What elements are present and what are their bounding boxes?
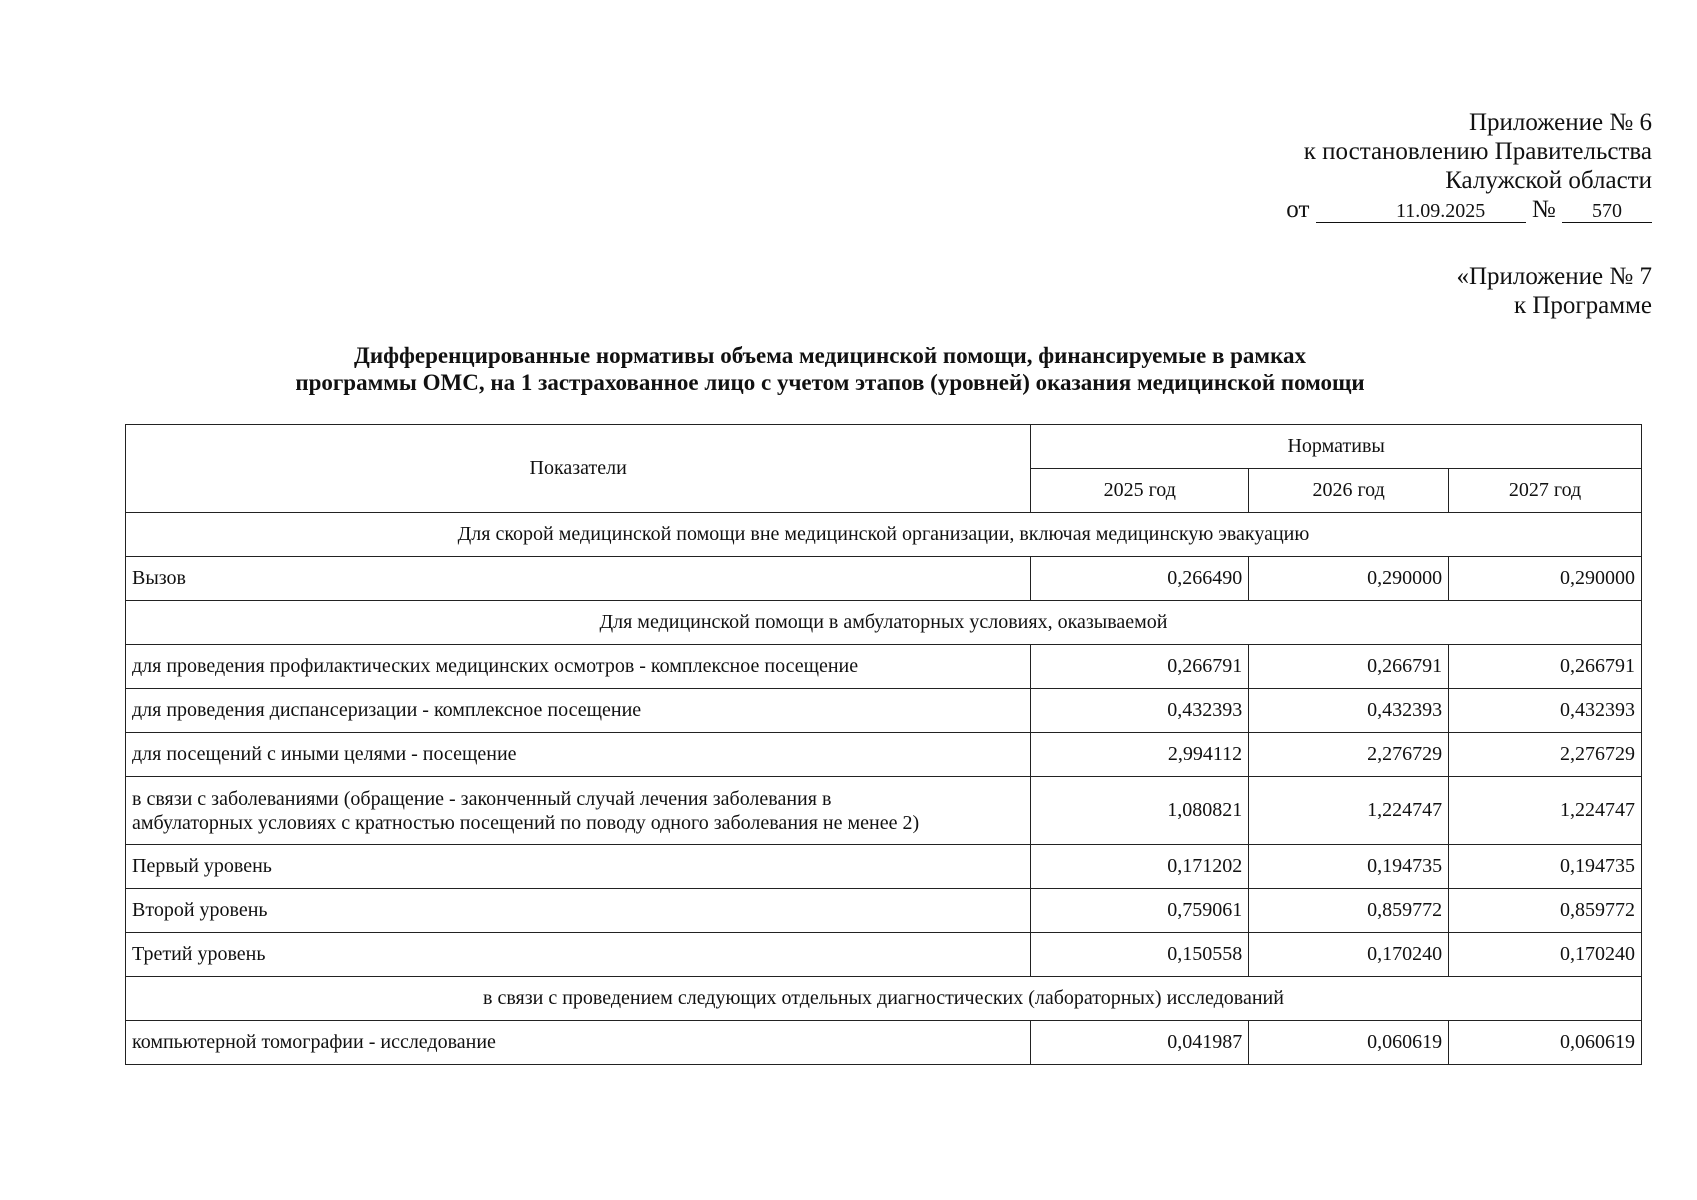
table-header-row bbox=[126, 425, 1642, 469]
table-row bbox=[126, 1021, 1642, 1065]
value-2026: 2,276729 bbox=[1249, 733, 1449, 777]
value-2027: 0,060619 bbox=[1449, 1021, 1642, 1065]
header-norms: Нормативы bbox=[1031, 425, 1642, 469]
value-2027: 1,224747 bbox=[1449, 777, 1642, 845]
program-appendix-ref: к Программе bbox=[1513, 292, 1652, 319]
row-label: Вызов bbox=[126, 557, 1031, 601]
section-row bbox=[126, 977, 1642, 1021]
header-year-2027: 2027 год bbox=[1449, 469, 1642, 513]
value-2026: 0,060619 bbox=[1249, 1021, 1449, 1065]
section-row bbox=[126, 513, 1642, 557]
row-label: Третий уровень bbox=[126, 933, 1031, 977]
value-2027: 0,290000 bbox=[1449, 557, 1642, 601]
program-appendix-header bbox=[1456, 262, 1652, 320]
section-outpatient: Для медицинской помощи в амбулаторных условиях, оказываемой bbox=[126, 601, 1642, 645]
table-row bbox=[126, 689, 1642, 733]
header-year-2025: 2025 год bbox=[1031, 469, 1249, 513]
row-label: Первый уровень bbox=[126, 845, 1031, 889]
from-label: от bbox=[1286, 196, 1310, 223]
table-row bbox=[126, 777, 1642, 845]
value-2026: 0,170240 bbox=[1249, 933, 1449, 977]
value-2027: 0,859772 bbox=[1449, 889, 1642, 933]
table-row bbox=[126, 845, 1642, 889]
title-line-1: Дифференцированные нормативы объема медицинской помощи, финансируемые в рамках bbox=[354, 343, 1306, 368]
table-row bbox=[126, 933, 1642, 977]
value-2026: 0,266791 bbox=[1249, 645, 1449, 689]
decree-date-line bbox=[1286, 195, 1652, 224]
value-2025: 0,171202 bbox=[1031, 845, 1249, 889]
value-2027: 0,432393 bbox=[1449, 689, 1642, 733]
decree-date: 11.09.2025 bbox=[1316, 200, 1526, 223]
value-2025: 2,994112 bbox=[1031, 733, 1249, 777]
value-2025: 0,759061 bbox=[1031, 889, 1249, 933]
appendix-to-decree: к постановлению Правительства bbox=[1303, 138, 1652, 165]
value-2026: 0,432393 bbox=[1249, 689, 1449, 733]
appendix-region: Калужской области bbox=[1445, 167, 1652, 194]
value-2026: 0,859772 bbox=[1249, 889, 1449, 933]
appendix-number: Приложение № 6 bbox=[1468, 109, 1652, 136]
value-2027: 0,266791 bbox=[1449, 645, 1642, 689]
row-label: Второй уровень bbox=[126, 889, 1031, 933]
norms-table bbox=[125, 424, 1642, 1065]
row-label-line-2: амбулаторных условиях с кратностью посещений по поводу одного заболевания не менее 2) bbox=[132, 811, 920, 834]
value-2026: 0,290000 bbox=[1249, 557, 1449, 601]
document-title bbox=[0, 342, 1660, 396]
row-label: для проведения профилактических медицинских осмотров - комплексное посещение bbox=[126, 645, 1031, 689]
header-indicators: Показатели bbox=[126, 425, 1031, 513]
value-2026: 0,194735 bbox=[1249, 845, 1449, 889]
value-2025: 1,080821 bbox=[1031, 777, 1249, 845]
row-label-line-1: в связи с заболеваниями (обращение - законченный случай лечения заболевания в bbox=[132, 787, 832, 810]
appendix-header bbox=[1286, 108, 1652, 224]
program-appendix-number: «Приложение № 7 bbox=[1456, 263, 1652, 290]
value-2025: 0,432393 bbox=[1031, 689, 1249, 733]
table-row bbox=[126, 733, 1642, 777]
table-row bbox=[126, 889, 1642, 933]
row-label bbox=[126, 777, 1031, 845]
value-2025: 0,150558 bbox=[1031, 933, 1249, 977]
table-row bbox=[126, 645, 1642, 689]
row-label: для проведения диспансеризации - комплексное посещение bbox=[126, 689, 1031, 733]
value-2027: 0,170240 bbox=[1449, 933, 1642, 977]
value-2025: 0,041987 bbox=[1031, 1021, 1249, 1065]
value-2026: 1,224747 bbox=[1249, 777, 1449, 845]
section-row bbox=[126, 601, 1642, 645]
row-label: компьютерной томографии - исследование bbox=[126, 1021, 1031, 1065]
section-emergency: Для скорой медицинской помощи вне медицинской организации, включая медицинскую эвакуацию bbox=[126, 513, 1642, 557]
header-year-2026: 2026 год bbox=[1249, 469, 1449, 513]
value-2025: 0,266490 bbox=[1031, 557, 1249, 601]
table-row bbox=[126, 557, 1642, 601]
decree-number: 570 bbox=[1562, 200, 1652, 223]
value-2027: 0,194735 bbox=[1449, 845, 1642, 889]
row-label: для посещений с иными целями - посещение bbox=[126, 733, 1031, 777]
title-line-2: программы ОМС, на 1 застрахованное лицо с учетом этапов (уровней) оказания медицинской помощи bbox=[295, 370, 1365, 395]
value-2025: 0,266791 bbox=[1031, 645, 1249, 689]
value-2027: 2,276729 bbox=[1449, 733, 1642, 777]
section-diagnostics: в связи с проведением следующих отдельных диагностических (лабораторных) исследований bbox=[126, 977, 1642, 1021]
number-label: № bbox=[1531, 196, 1556, 223]
